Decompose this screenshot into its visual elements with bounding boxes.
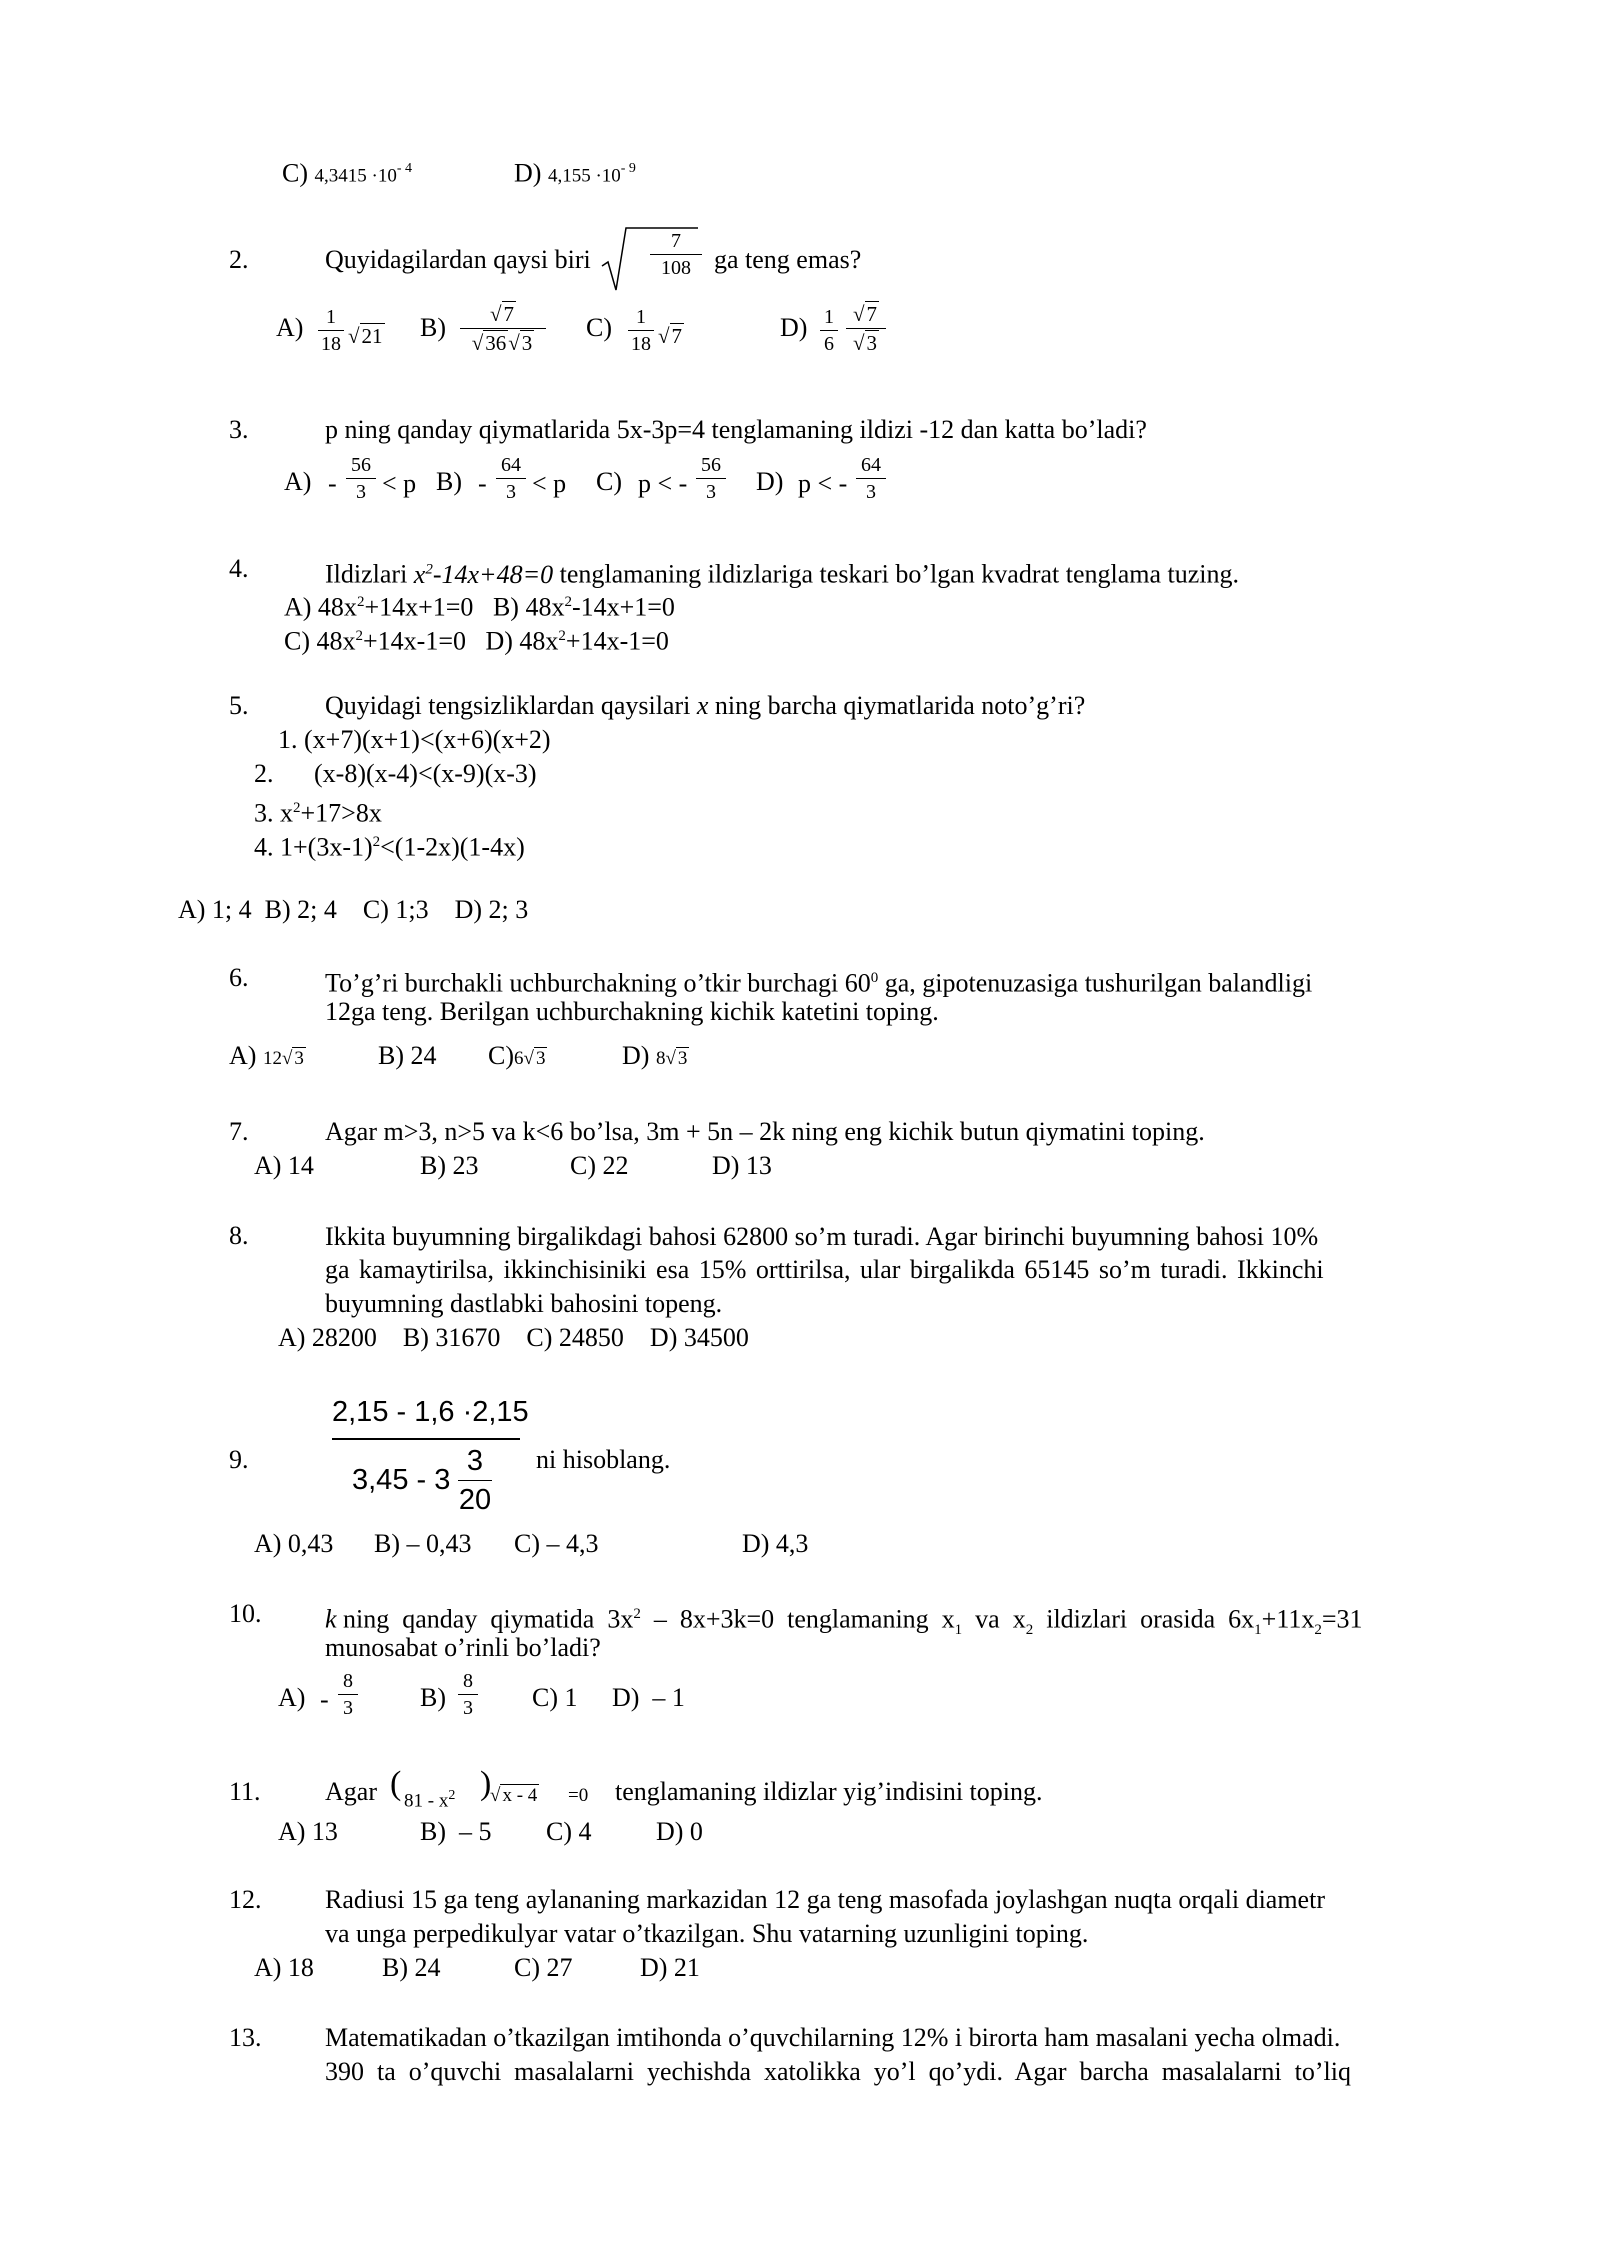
q13-line-2: 390 ta o’quvchi masalalarni yechishda xatolikka yo’l qo’ydi. Agar barcha masalalarni to’liq	[325, 2057, 1351, 2086]
q7-c: C) 22	[570, 1151, 629, 1180]
q8-line-1: Ikkita buyumning birgalikdagi bahosi 62800 so’m turadi. Agar birinchi buyumning bahosi 10%	[325, 1222, 1319, 1251]
q2-d-label: D)	[780, 313, 808, 342]
q3-d-fraction	[856, 454, 886, 503]
q5-item-4: 4. $1+(3x-1)^2<(1-2x)(1-4x)$	[254, 832, 525, 862]
q12-b: B) 24	[382, 1953, 441, 1982]
q7-text: Agar m>3, n>5 va k<6 bo’lsa, 3m + 5n – 2k ning eng kichik butun qiymatini toping.	[325, 1117, 1205, 1146]
q4-a-text: A) 48x	[284, 592, 357, 622]
q4-eq-b: -14x+48=0	[432, 559, 554, 589]
q10-b-label: B)	[420, 1683, 446, 1712]
q11-pre: Agar	[325, 1777, 377, 1806]
q13-number: 13.	[229, 2023, 262, 2052]
q3-b-numerator: 64	[501, 454, 521, 476]
q5-number: 5.	[229, 691, 249, 720]
q4-answers-row2: C) $48x^2+14x-1=0$ D) $48x^2+14x-1=0$	[284, 626, 669, 656]
q10-line-1: k ning qanday qiymatida $3x^2 - 8x+3k=0$ tenglamaning $x_1$ va $x_2$ ildizlari orasida $6x_1+11x_2=31$	[325, 1604, 1363, 1638]
q3-b-fraction	[496, 454, 526, 503]
q9-fraction-bar	[332, 1438, 520, 1440]
q12-line-1: Radiusi 15 ga teng aylananing markazidan 12 ga teng masofada joylashgan nuqta orqali diametr	[325, 1885, 1325, 1914]
q2-number: 2.	[229, 245, 249, 274]
q4-c-rest: +14x-1=0	[363, 626, 466, 656]
q9-d: D) 4,3	[742, 1529, 809, 1558]
q4-number: 4.	[229, 554, 249, 583]
q10-number: 10.	[229, 1599, 262, 1628]
q4-d-rest: +14x-1=0	[565, 626, 669, 656]
q9-a: A) 0,43	[254, 1529, 334, 1558]
q7-b: B) 23	[420, 1151, 479, 1180]
q10-b-fraction: 8 3	[458, 1670, 478, 1719]
q2-a-radicand: 21	[361, 324, 383, 348]
q6-number: 6.	[229, 963, 249, 992]
q11-root: √ x - 4	[490, 1785, 538, 1806]
q5-var: x	[696, 691, 709, 720]
q3-b-post: < p	[532, 469, 567, 498]
q2-text-b: ga teng emas?	[714, 245, 862, 274]
q4-pre: Ildizlari	[325, 559, 408, 589]
q3-d-pre: p < -	[798, 469, 848, 498]
q3-a-fraction	[346, 454, 376, 503]
q6-degree: 0	[870, 970, 879, 986]
q5-text	[325, 690, 1085, 722]
q11-b: B) – 5	[420, 1817, 492, 1846]
q12-line-2: va unga perpedikulyar vatar o’tkazilgan. Shu vatarning uzunligini toping.	[325, 1919, 1089, 1948]
q2-b-denominator: √36√3	[471, 331, 533, 355]
q11-expr: $81 - x^2$	[404, 1788, 456, 1812]
q4-eq-exp: 2	[425, 561, 433, 577]
q2-a-fraction	[318, 306, 344, 355]
q3-a-post: < p	[382, 469, 417, 498]
q3-d-numerator: 64	[861, 454, 881, 476]
q5-pre: Quyidagi tengsizliklardan qaysilari	[325, 691, 691, 720]
q2-a-root: √21	[348, 324, 383, 348]
q11-post: tenglamaning ildizlar yig’indisini toping.	[615, 1777, 1043, 1806]
q1-d-exponent: - 9	[620, 161, 636, 176]
q3-c-denominator: 3	[706, 481, 716, 503]
q12-a: A) 18	[254, 1953, 314, 1982]
q9-c: C) – 4,3	[514, 1529, 599, 1558]
q3-d-label: D)	[756, 467, 784, 496]
q3-c-label: C)	[596, 467, 622, 496]
q5-item-2: (x-8)(x-4)<(x-9)(x-3)	[314, 759, 537, 788]
q7-a: A) 14	[254, 1151, 314, 1180]
q4-d-text: D) 48x	[485, 626, 559, 656]
q3-c-numerator: 56	[701, 454, 721, 476]
q3-c-pre: p < -	[638, 469, 688, 498]
q1-c-exponent: - 4	[396, 161, 412, 176]
q3-c-fraction	[696, 454, 726, 503]
q2-c-label: C)	[586, 313, 612, 342]
q8-number: 8.	[229, 1221, 249, 1250]
q12-c: C) 27	[514, 1953, 573, 1982]
q1-option-d	[514, 153, 636, 193]
q3-b-denominator: 3	[506, 481, 516, 503]
q6-c: C)6√ 3	[488, 1041, 546, 1070]
q4-b-rest: -14x+1=0	[571, 592, 675, 622]
q6-a: A) 12√ 3	[229, 1041, 304, 1070]
q10-a-pre: -	[320, 1685, 329, 1714]
q1-d-label: D)	[514, 158, 542, 188]
q2-b-label: B)	[420, 313, 446, 342]
q3-text: p ning qanday qiymatlarida 5x-3p=4 tenglamaning ildizi -12 dan katta bo’ladi?	[325, 415, 1147, 444]
q11-a: A) 13	[278, 1817, 338, 1846]
q1-c-label: C)	[282, 158, 308, 188]
q9-mixed-numerator: 3	[466, 1445, 484, 1477]
q3-a-label: A)	[284, 467, 312, 496]
q10-line-2: munosabat o’rinli bo’ladi?	[325, 1633, 601, 1662]
q2-fraction	[650, 230, 702, 279]
q2-d-numerator: 1	[824, 306, 834, 328]
q6-d: D) 8√ 3	[622, 1041, 688, 1070]
q2-d-denominator-2: √3	[852, 331, 878, 355]
q9-denominator: 3,45 - 3	[352, 1464, 451, 1496]
q2-c-numerator: 1	[636, 306, 646, 328]
q9-mixed-denominator: 20	[458, 1484, 492, 1516]
q13-line-1: Matematikadan o’tkazilgan imtihonda o’quvchilarning 12% i birorta ham masalani yecha olmadi.	[325, 2023, 1341, 2052]
q3-number: 3.	[229, 415, 249, 444]
q2-c-root: √7	[658, 324, 683, 348]
q4-text	[325, 553, 1239, 591]
q2-c-radicand: 7	[671, 324, 683, 348]
q4-c-text: C) 48x	[284, 626, 356, 656]
q12-number: 12.	[229, 1885, 262, 1914]
q2-frac-numerator: 7	[671, 230, 681, 252]
q1-d-value: 4,155 ·10	[547, 165, 621, 187]
q10-a-label: A)	[278, 1683, 306, 1712]
q5-item-2-num: 2.	[254, 759, 274, 788]
q4-eq-a: x	[413, 559, 426, 589]
q7-number: 7.	[229, 1117, 249, 1146]
q2-d-fraction	[820, 306, 838, 355]
q8-line-3: buyumning dastlabki bahosini topeng.	[325, 1289, 723, 1318]
q2-d-fraction-2	[846, 302, 886, 355]
q5-post: ning barcha qiymatlarida noto’g’ri?	[714, 691, 1086, 720]
q6-line-1: To’g’ri burchakli uchburchakning o’tkir burchagi $60^0$ ga, gipotenuzasiga tushurilgan balandligi	[325, 968, 1313, 998]
q4-answers-row1: A) $48x^2+14x+1=0$ B) $48x^2-14x+1=0$	[284, 592, 675, 622]
q4-post: tenglamaning ildizlariga teskari bo’lgan kvadrat tenglama tuzing.	[559, 559, 1240, 589]
q2-a-denominator: 18	[321, 333, 341, 355]
q1-c-value: 4,3415 ·10	[314, 165, 397, 187]
q8-answers: A) 28200 B) 31670 C) 24850 D) 34500	[278, 1323, 749, 1352]
q2-b-fraction	[460, 302, 546, 355]
q8-line-2: ga kamaytirilsa, ikkinchisiniki esa 15% orttirilsa, ular birgalikda 65145 so’m turadi. Ikkinchi	[325, 1255, 1324, 1284]
q10-d: D) – 1	[612, 1683, 685, 1712]
q2-a-numerator: 1	[326, 306, 336, 328]
q2-c-denominator: 18	[631, 333, 651, 355]
q5-item-3: 3. $x^2+17>8x$	[254, 798, 382, 828]
q3-a-denominator: 3	[356, 481, 366, 503]
q3-d-denominator: 3	[866, 481, 876, 503]
q4-a-rest: +14x+1=0	[364, 592, 474, 622]
q11-close-paren: )	[480, 1765, 492, 1802]
q5-answers: A) 1; 4 B) 2; 4 C) 1;3 D) 2; 3	[178, 895, 529, 924]
q9-numerator: 2,15 - 1,6 ·2,15	[332, 1396, 529, 1428]
q9-mixed-fraction	[458, 1444, 492, 1517]
q11-number: 11.	[229, 1777, 261, 1806]
q11-radicand: x - 4	[502, 1785, 538, 1806]
q11-open-paren: (	[390, 1765, 402, 1802]
q3-a-numerator: 56	[351, 454, 371, 476]
q1-option-c	[282, 153, 412, 193]
q3-b-label: B)	[436, 467, 462, 496]
q6-line-2: 12ga teng. Berilgan uchburchakning kichik katetini toping.	[325, 997, 939, 1026]
q3-a-pre: -	[328, 469, 337, 498]
q2-d-numerator-2: √7	[852, 302, 878, 326]
q2-text-a: Quyidagilardan qaysi biri	[325, 245, 591, 274]
q10-c: C) 1	[532, 1683, 578, 1712]
q6-b: B) 24	[378, 1041, 437, 1070]
q11-d: D) 0	[656, 1817, 703, 1846]
q9-b: B) – 0,43	[374, 1529, 472, 1558]
q2-d-denominator: 6	[824, 333, 834, 355]
q2-a-label: A)	[276, 313, 304, 342]
q3-b-pre: -	[478, 469, 487, 498]
q9-number: 9.	[229, 1445, 249, 1474]
q12-d: D) 21	[640, 1953, 700, 1982]
q2-frac-denominator: 108	[661, 257, 691, 279]
q11-eq: =0	[568, 1785, 589, 1806]
q7-d: D) 13	[712, 1151, 772, 1180]
q4-b-text: B) 48x	[492, 592, 565, 622]
q11-c: C) 4	[546, 1817, 592, 1846]
q2-c-fraction	[628, 306, 654, 355]
q10-a-fraction: 8 3	[338, 1670, 358, 1719]
q2-b-numerator: √7	[489, 302, 515, 326]
q9-post: ni hisoblang.	[536, 1445, 671, 1474]
q5-item-1: 1. (x+7)(x+1)<(x+6)(x+2)	[278, 725, 551, 754]
